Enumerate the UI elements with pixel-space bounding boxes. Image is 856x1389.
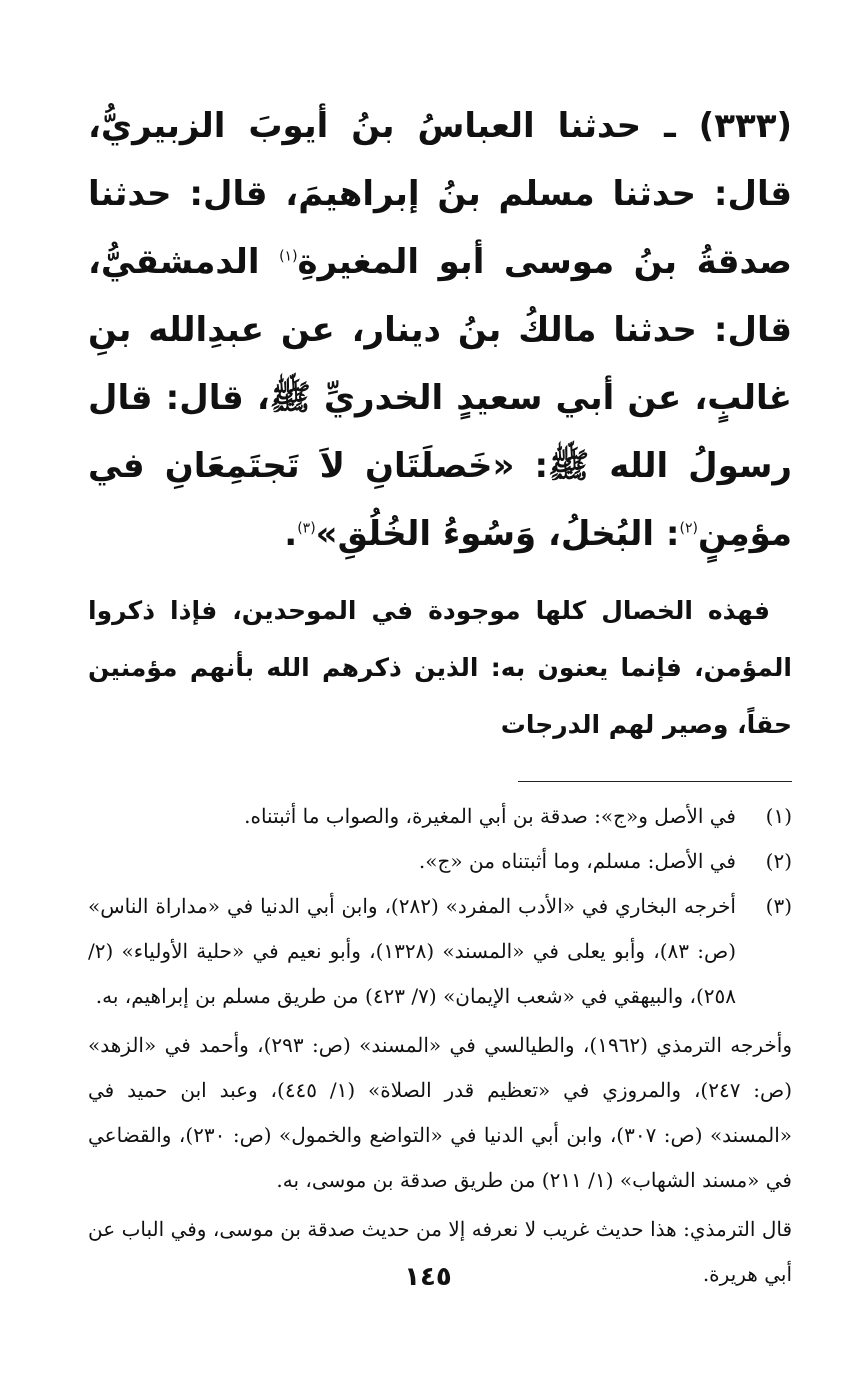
footnote-continuation: قال الترمذي: هذا حديث غريب لا نعرفه إلا من حديث صدقة بن موسى، وفي الباب عن أبي هريرة. — [88, 1217, 792, 1286]
hadith-text-part1: حدثنا العباسُ بنُ أيوبَ الزبيريُّ، قال: حدثنا مسلم بنُ إبراهيمَ، قال: حدثنا صدقةُ بنُ موسى أبو المغيرةِ — [88, 106, 792, 282]
footnote-ref-2: (٢) — [679, 520, 698, 537]
footnote-ref-3: (٣) — [297, 520, 316, 537]
footnote-number: (٢) — [765, 849, 792, 873]
page-number: ١٤٥ — [404, 1262, 452, 1292]
hadith-text-part3: : البُخلُ، وَسُوءُ الخُلُقِ» — [315, 514, 680, 554]
footnotes-section — [88, 794, 792, 1297]
commentary-paragraph: فهذه الخصال كلها موجودة في الموحدين، فإذا ذكروا المؤمن، فإنما يعنون به: الذين ذكرهم الله بأنهم مؤمنين حقاً، وصير لهم الدرجات — [88, 596, 792, 739]
footnote-2 — [88, 839, 792, 884]
footnote-number: (١) — [765, 804, 792, 828]
footnote-number: (٣) — [765, 894, 792, 918]
hadith-number: (٣٣٣) — [698, 106, 793, 146]
footnote-3 — [88, 884, 792, 1019]
hadith-dash: ـ — [664, 106, 676, 146]
footnote-text: في الأصل: مسلم، وما أثبتناه من «ج». — [418, 849, 736, 873]
hadith-text-part2: الدمشقيُّ، قال: حدثنا مالكُ بنُ دينار، عن عبدِالله بنِ غالبٍ، عن أبي سعيدٍ الخدريِّ ﷺ، قال: قال رسولُ الله ﷺ: «خَصلَتَانِ لاَ تَجتَمِعَانِ في مؤمِنٍ — [88, 242, 792, 554]
footnote-continuation: وأخرجه الترمذي (١٩٦٢)، والطيالسي في «المسند» (ص: ٢٩٣)، وأحمد في «الزهد» (ص: ٢٤٧)، والمروزي في «تعظيم قدر الصلاة» (١/ ٤٤٥)، وعبد ابن حميد في «المسند» (ص: ٣٠٧)، وابن أبي الدنيا في «التواضع والخمول» (ص: ٢٣٠)، والقضاعي في «مسند الشهاب» (١/ ٢١١) من طريق صدقة بن موسى، به. — [88, 1033, 793, 1192]
footnote-text: أخرجه البخاري في «الأدب المفرد» (٢٨٢)، وابن أبي الدنيا في «مداراة الناس» (ص: ٨٣)، وأبو يعلى في «المسند» (١٣٢٨)، وأبو نعيم في «حلية الأولياء» (٢/ ٢٥٨)، والبيهقي في «شعب الإيمان» (٧/ ٤٢٣) من طريق مسلم بن إبراهيم، به. — [88, 894, 736, 1008]
footnote-1 — [88, 794, 792, 839]
footnote-ref-1: (١) — [279, 248, 298, 265]
footnote-text: في الأصل و«ج»: صدقة بن أبي المغيرة، والصواب ما أثبتناه. — [244, 804, 736, 828]
hadith-text — [88, 92, 792, 568]
hadith-end-mark: . — [284, 514, 298, 554]
footnote-separator — [518, 781, 792, 782]
